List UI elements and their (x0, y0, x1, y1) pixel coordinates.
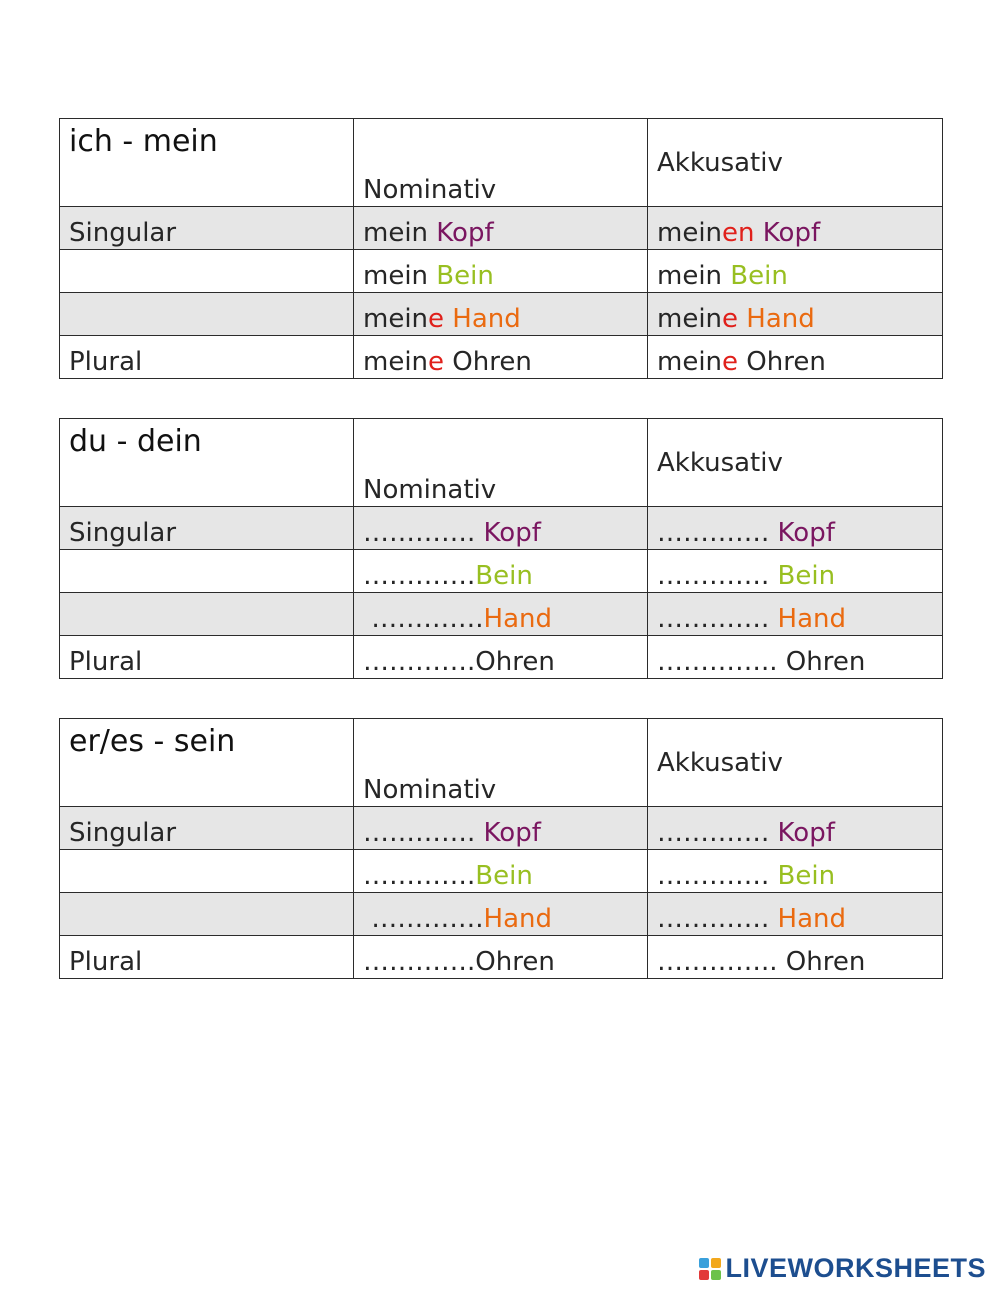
akkusativ-cell (648, 293, 943, 336)
blank-dots[interactable]: …………. (657, 518, 778, 548)
blank-dots[interactable]: …………. (657, 904, 778, 934)
akkusativ-blank-cell[interactable] (648, 593, 943, 636)
table-row (60, 550, 943, 593)
liveworksheets-logo[interactable] (699, 1253, 986, 1284)
blank-dots[interactable]: …………. (363, 518, 484, 548)
table-row (60, 936, 943, 979)
akkusativ-blank-cell[interactable] (648, 893, 943, 936)
blank-dots[interactable]: …………. (363, 904, 484, 934)
noun-hand: Hand (483, 604, 552, 634)
row-label (60, 293, 354, 336)
akkusativ-header: Akkusativ (648, 719, 943, 807)
nominativ-cell (354, 336, 648, 379)
table-row (60, 893, 943, 936)
akkusativ-cell (648, 250, 943, 293)
noun-kopf: Kopf (762, 218, 821, 248)
table-row (60, 336, 943, 379)
possessive-table-er-es (59, 718, 943, 979)
table-header-row (60, 719, 943, 807)
akkusativ-cell (648, 207, 943, 250)
article-ending: e (722, 304, 739, 334)
possessive-table-ich (59, 118, 943, 379)
noun-kopf: Kopf (436, 218, 494, 248)
article-stem: mein (363, 261, 437, 291)
akkusativ-blank-cell[interactable] (648, 850, 943, 893)
table-row (60, 850, 943, 893)
article-stem: mein (657, 304, 723, 334)
logo-mark-icon (699, 1258, 721, 1280)
table-row (60, 507, 943, 550)
article-ending: e (428, 347, 445, 377)
noun-ohren: Ohren (746, 347, 826, 377)
blank-dots[interactable]: …………. (657, 818, 778, 848)
table-header-row (60, 119, 943, 207)
noun-bein: Bein (436, 261, 494, 291)
row-label (60, 250, 354, 293)
row-label: Singular (60, 207, 354, 250)
article-stem: mein (657, 347, 723, 377)
noun-ohren: Ohren (452, 347, 532, 377)
noun-bein: Bein (475, 861, 533, 891)
noun-ohren: Ohren (785, 647, 866, 677)
row-label: Singular (60, 507, 354, 550)
nominativ-blank-cell[interactable] (354, 850, 648, 893)
noun-bein: Bein (475, 561, 533, 591)
row-label (60, 593, 354, 636)
table-row (60, 593, 943, 636)
nominativ-blank-cell[interactable] (354, 807, 648, 850)
row-label (60, 550, 354, 593)
blank-dots[interactable]: …………. (363, 818, 484, 848)
row-label (60, 893, 354, 936)
blank-dots[interactable]: ………….. (657, 947, 786, 977)
table-row (60, 250, 943, 293)
table-title: er/es - sein (60, 719, 354, 807)
blank-dots[interactable]: …………. (657, 604, 778, 634)
nominativ-blank-cell[interactable] (354, 593, 648, 636)
nominativ-blank-cell[interactable] (354, 636, 648, 679)
blank-dots[interactable]: …………. (363, 604, 484, 634)
article-ending: en (722, 218, 755, 248)
row-label (60, 850, 354, 893)
row-label: Plural (60, 636, 354, 679)
noun-hand: Hand (777, 904, 846, 934)
noun-bein: Bein (777, 561, 836, 591)
article-stem: mein (657, 261, 731, 291)
table-row (60, 807, 943, 850)
blank-dots[interactable]: …………. (363, 561, 476, 591)
akkusativ-blank-cell[interactable] (648, 936, 943, 979)
akkusativ-blank-cell[interactable] (648, 807, 943, 850)
nominativ-header: Nominativ (354, 419, 648, 507)
nominativ-cell (354, 250, 648, 293)
nominativ-blank-cell[interactable] (354, 507, 648, 550)
nominativ-cell (354, 293, 648, 336)
logo-text: LIVEWORKSHEETS (725, 1253, 986, 1283)
nominativ-blank-cell[interactable] (354, 550, 648, 593)
noun-ohren: Ohren (475, 647, 555, 677)
akkusativ-header: Akkusativ (648, 419, 943, 507)
nominativ-blank-cell[interactable] (354, 893, 648, 936)
noun-bein: Bein (730, 261, 788, 291)
nominativ-blank-cell[interactable] (354, 936, 648, 979)
nominativ-cell (354, 207, 648, 250)
article-stem: mein (363, 218, 437, 248)
blank-dots[interactable]: …………. (363, 861, 476, 891)
noun-bein: Bein (777, 861, 836, 891)
akkusativ-blank-cell[interactable] (648, 550, 943, 593)
blank-dots[interactable]: …………. (363, 947, 476, 977)
row-label: Plural (60, 336, 354, 379)
article-stem: mein (363, 304, 429, 334)
noun-hand: Hand (483, 904, 552, 934)
blank-dots[interactable]: …………. (657, 861, 778, 891)
row-label: Singular (60, 807, 354, 850)
table-header-row (60, 419, 943, 507)
nominativ-header: Nominativ (354, 719, 648, 807)
table-title: ich - mein (60, 119, 354, 207)
noun-kopf: Kopf (777, 518, 835, 548)
nominativ-header: Nominativ (354, 119, 648, 207)
table-row (60, 636, 943, 679)
blank-dots[interactable]: …………. (363, 647, 476, 677)
article-stem: mein (363, 347, 429, 377)
noun-ohren: Ohren (785, 947, 866, 977)
article-stem: mein (657, 218, 723, 248)
blank-dots[interactable]: …………. (657, 561, 778, 591)
article-space (755, 218, 763, 248)
table-title: du - dein (60, 419, 354, 507)
noun-kopf: Kopf (483, 818, 541, 848)
noun-hand: Hand (452, 304, 521, 334)
noun-kopf: Kopf (483, 518, 541, 548)
noun-hand: Hand (777, 604, 846, 634)
possessive-table-du (59, 418, 943, 679)
row-label: Plural (60, 936, 354, 979)
noun-ohren: Ohren (475, 947, 555, 977)
table-row (60, 293, 943, 336)
noun-hand: Hand (746, 304, 815, 334)
table-row (60, 207, 943, 250)
article-ending: e (428, 304, 445, 334)
article-ending: e (722, 347, 739, 377)
akkusativ-blank-cell[interactable] (648, 507, 943, 550)
blank-dots[interactable]: ………….. (657, 647, 786, 677)
akkusativ-blank-cell[interactable] (648, 636, 943, 679)
akkusativ-cell (648, 336, 943, 379)
akkusativ-header: Akkusativ (648, 119, 943, 207)
noun-kopf: Kopf (777, 818, 835, 848)
